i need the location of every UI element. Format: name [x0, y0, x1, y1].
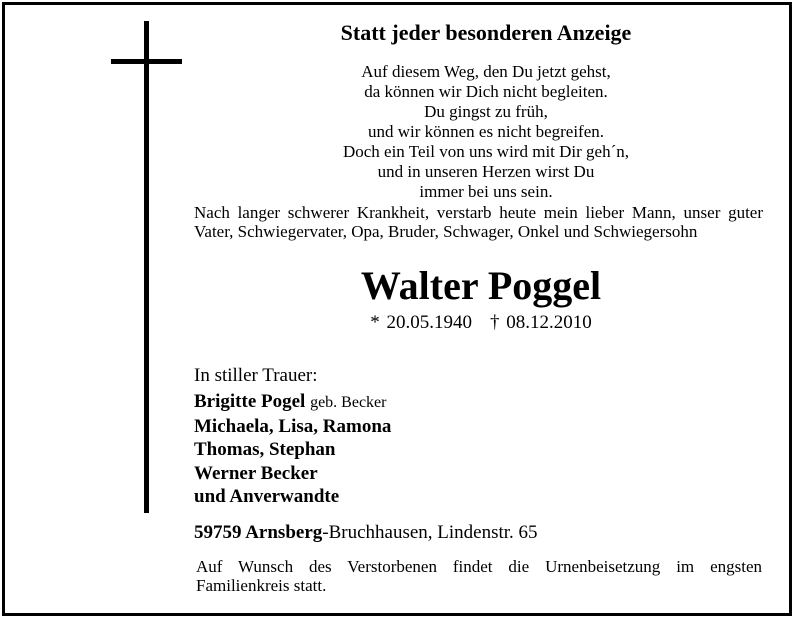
mourner: Werner Becker [194, 462, 318, 484]
mourner-maiden-name: geb. Becker [310, 394, 387, 411]
burial-note: Auf Wunsch des Verstorbenen findet die Urnenbeisetzung im engsten Familienkreis statt. [196, 557, 762, 595]
poem-line: Du gingst zu früh, [424, 102, 548, 121]
mourner-name: Brigitte Pogel [194, 391, 306, 412]
mourner [194, 390, 391, 415]
birth-date: * 20.05.1940 [370, 312, 472, 333]
poem [192, 62, 780, 202]
mourner: Michaela, Lisa, Ramona [194, 415, 392, 437]
mourner: Thomas, Stephan [194, 439, 336, 460]
cross-icon-bar [111, 59, 182, 64]
deceased-name: Walter Poggel [360, 263, 602, 308]
poem-line: und in unseren Herzen wirst Du [377, 162, 595, 181]
address-street: -Bruchhausen, Lindenstr. 65 [322, 522, 538, 543]
poem-line: Auf diesem Weg, den Du jetzt gehst, [361, 62, 611, 81]
mourner: und Anverwandte [194, 486, 340, 507]
mourning-label: In stiller Trauer: [194, 365, 318, 386]
poem-line: da können wir Dich nicht begleiten. [364, 82, 608, 101]
address-postcode-city: 59759 Arnsberg [194, 522, 323, 543]
life-dates [192, 311, 770, 335]
death-date: † 08.12.2010 [490, 312, 592, 333]
poem-line: immer bei uns sein. [419, 182, 553, 201]
mourners-list [194, 390, 391, 509]
cross-icon [144, 21, 149, 513]
poem-line: und wir können es nicht begreifen. [367, 122, 605, 141]
notice-heading: Statt jeder besonderen Anzeige [340, 20, 632, 45]
poem-line: Doch ein Teil von uns wird mit Dir geh´n, [342, 142, 630, 161]
address [194, 521, 538, 545]
intro-text: Nach langer schwerer Krankheit, verstarb heute mein lieber Mann, unser guter Vater, Schwiegervater, Opa, Bruder, Schwager, Onkel und Schwiegersohn [194, 203, 763, 241]
